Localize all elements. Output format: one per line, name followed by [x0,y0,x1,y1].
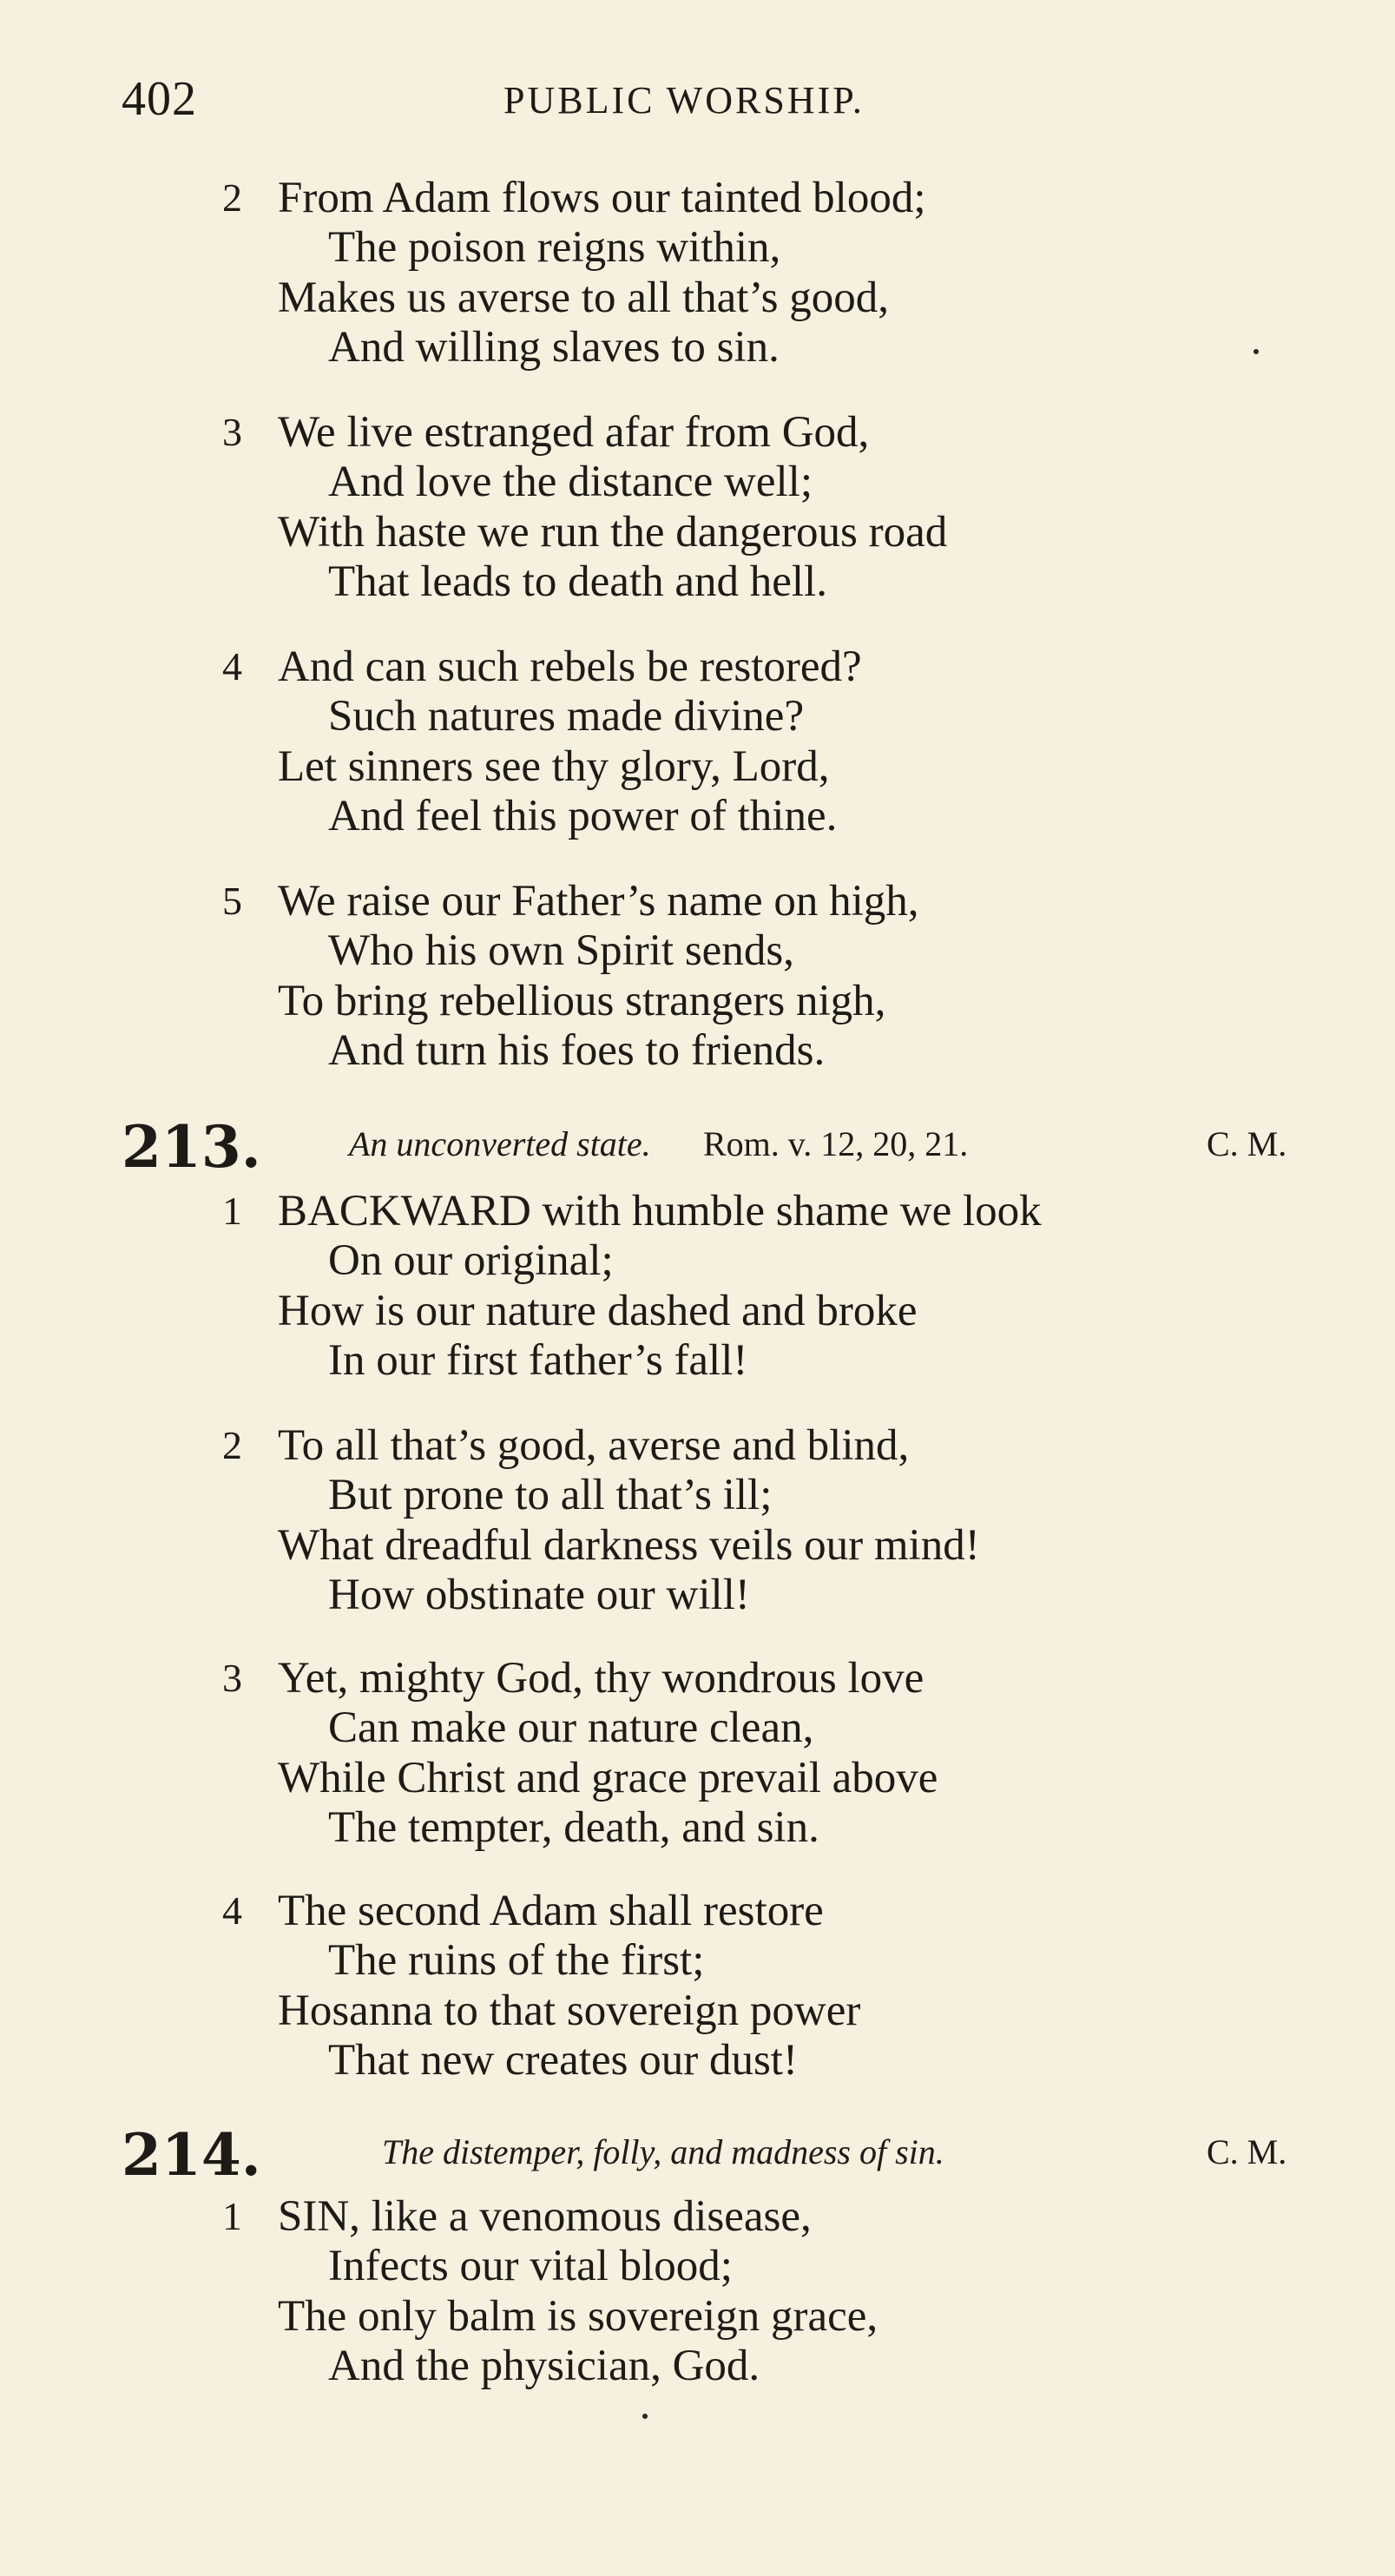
verse-line: And feel this power of thine. [328,792,838,840]
verse-line: We live estranged afar from God, [278,408,870,457]
verse-number: 3 [222,1656,242,1700]
verse-line: Let sinners see thy glory, Lord, [278,742,830,791]
verse-line: That new creates our dust! [328,2036,798,2085]
hymn-meter: C. M. [1207,1124,1287,1163]
hymn-number: 214. [122,2121,261,2189]
verse-line: Hosanna to that sovereign power [278,1986,861,2035]
verse-line: How obstinate our will! [328,1571,750,1619]
verse-line: To bring rebellious strangers nigh, [278,977,886,1025]
verse-line: BACKWARD with humble shame we look [278,1187,1042,1235]
verse-line: In our first father’s fall! [328,1336,748,1385]
verse-line: Can make our nature clean, [328,1703,814,1752]
verse-line: The poison reigns within, [328,223,781,272]
verse-line: To all that’s good, averse and blind, [278,1421,910,1470]
hymn-subject: An unconverted state. [349,1124,651,1163]
hymn-subject: The distemper, folly, and madness of sin. [382,2132,944,2171]
verse-line: Such natures made divine? [328,692,805,741]
verse-line: SIN, like a venomous disease, [278,2192,812,2241]
verse-line: We raise our Father’s name on high, [278,877,919,926]
verse-number: 3 [222,410,242,454]
verse-number: 4 [222,644,242,688]
verse-line: And love the distance well; [328,458,813,506]
scripture-reference: Rom. v. 12, 20, 21. [703,1124,969,1163]
verse-line: Makes us averse to all that’s good, [278,273,889,322]
verse-line: The tempter, death, and sin. [328,1803,819,1852]
verse-number: 1 [222,2194,242,2238]
ink-speck [1254,349,1259,354]
verse-line: Who his own Spirit sends, [328,926,794,975]
verse-line: With haste we run the dangerous road [278,508,948,557]
verse-line: On our original; [328,1236,614,1285]
verse-line: And the physician, God. [328,2342,760,2390]
page-header [122,71,1319,132]
verse-line: The only balm is sovereign grace, [278,2292,878,2341]
hymn-meter: C. M. [1207,2132,1287,2171]
verse-line: How is our nature dashed and broke [278,1287,918,1335]
verse-number: 1 [222,1189,242,1233]
verse-line: What dreadful darkness veils our mind! [278,1521,980,1570]
verse-line: While Christ and grace prevail above [278,1754,938,1802]
verse-line: And willing slaves to sin. [328,323,780,372]
verse-line: The ruins of the first; [328,1936,705,1985]
verse-line: But prone to all that’s ill; [328,1471,773,1519]
verse-line: Infects our vital blood; [328,2242,733,2290]
verse-line: From Adam flows our tainted blood; [278,174,926,222]
verse-line: That leads to death and hell. [328,557,827,606]
verse-number: 5 [222,879,242,923]
verse-number: 2 [222,1423,242,1467]
verse-line: And turn his foes to friends. [328,1026,826,1075]
hymn-214-heading [122,2121,1319,2189]
verse-number: 2 [222,175,242,220]
ink-speck [642,2414,648,2419]
verse-line: The second Adam shall restore [278,1887,824,1935]
verse-number: 4 [222,1888,242,1933]
verse-line: Yet, mighty God, thy wondrous love [278,1654,925,1703]
hymn-213-heading [122,1113,1319,1181]
page-number: 402 [122,72,197,126]
verse-line: And can such rebels be restored? [278,642,862,691]
running-title: PUBLIC WORSHIP. [503,79,865,122]
hymn-number: 213. [122,1113,261,1181]
